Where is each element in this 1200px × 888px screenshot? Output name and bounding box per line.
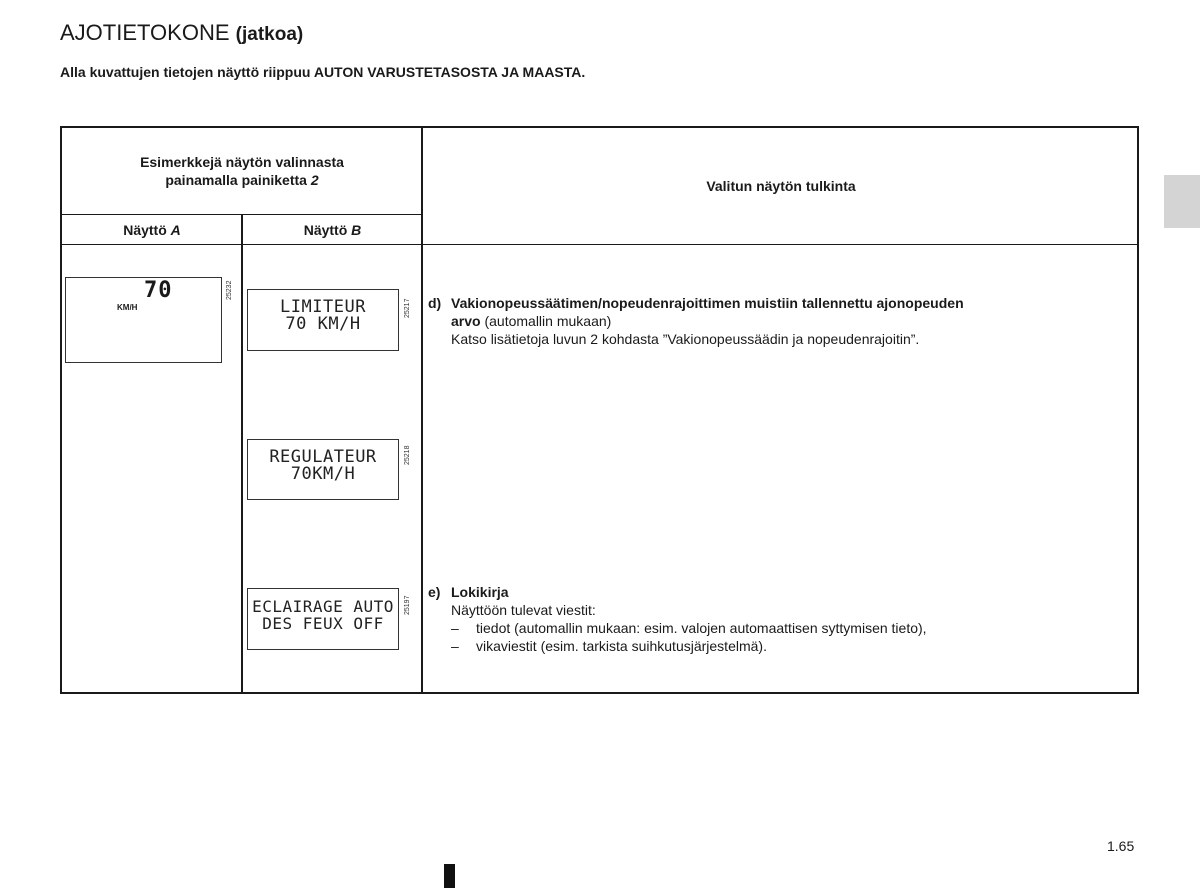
- display-b-lighting-line2: DES FEUX OFF: [262, 614, 384, 633]
- display-b-regulator-line2: 70KM/H: [290, 464, 356, 484]
- image-code-b1: 25217: [404, 298, 411, 318]
- image-code-a1: 25232: [226, 280, 233, 300]
- item-d-title2: arvo: [451, 313, 481, 329]
- list-item: [451, 637, 1111, 655]
- item-d-note: (automallin mukaan): [480, 313, 612, 329]
- item-d-title-line2: [451, 312, 1111, 330]
- header-display-a-letter: A: [170, 221, 181, 238]
- list-item: [451, 619, 1111, 637]
- header-display-b: [243, 215, 422, 244]
- header-divider-main: [62, 244, 1139, 245]
- page-title: [60, 20, 303, 46]
- list-dash: –: [451, 620, 459, 636]
- display-b-limiter-screen: [247, 289, 399, 351]
- display-a-speed-unit: KM/H: [117, 303, 138, 312]
- section-tab-marker: [1164, 175, 1200, 228]
- item-e-text: Näyttöön tulevat viestit:: [451, 602, 596, 618]
- item-e-letter: e): [428, 584, 441, 600]
- page-edge-marker: [444, 864, 455, 888]
- display-a-speed-value: 70: [144, 278, 173, 303]
- image-code-b3: 25197: [404, 595, 411, 615]
- page-subtitle: Alla kuvattujen tietojen näyttö riippuu AUTON VARUSTETASOSTA JA MAASTA.: [60, 64, 586, 80]
- item-d-text: Katso lisätietoja luvun 2 kohdasta ”Vakionopeussäädin ja nopeudenrajoitin”.: [451, 331, 920, 347]
- header-examples-line1: Esimerkkejä näytön valinnasta: [140, 154, 344, 170]
- title-main: AJOTIETOKONE: [60, 20, 230, 45]
- item-d-body: [451, 294, 1111, 348]
- header-examples-prefix: painamalla painiketta: [165, 172, 311, 188]
- display-b-lighting-line1: ECLAIRAGE AUTO: [252, 597, 394, 616]
- item-e-bullet-2: vikaviestit (esim. tarkista suihkutusjärjestelmä).: [476, 638, 767, 654]
- item-e-bullet-1: tiedot (automallin mukaan: esim. valojen automaattisen syttymisen tieto),: [476, 620, 927, 636]
- header-interpretation: Valitun näytön tulkinta: [706, 178, 856, 194]
- item-e: [428, 583, 1133, 663]
- display-b-regulator-screen: [247, 439, 399, 500]
- display-b-lighting-screen: [247, 588, 399, 650]
- image-code-b2: 25218: [404, 445, 411, 465]
- info-table: [60, 126, 1139, 694]
- display-b-limiter-line1: LIMITEUR: [280, 297, 366, 317]
- header-examples-line2: [140, 171, 344, 189]
- header-display-b-label: Näyttö: [303, 221, 348, 238]
- item-e-title: Lokikirja: [451, 584, 509, 600]
- display-b-limiter-line2: 70 KM/H: [285, 314, 361, 334]
- col-divider-ab: [241, 214, 243, 694]
- item-e-body: [451, 583, 1111, 655]
- title-suffix: (jatkoa): [235, 24, 304, 45]
- item-d: [428, 294, 1133, 354]
- header-display-a: [62, 215, 242, 244]
- list-dash: –: [451, 638, 459, 654]
- header-display-a-label: Näyttö: [123, 221, 167, 238]
- page-number: 1.65: [1107, 838, 1135, 854]
- item-d-letter: d): [428, 295, 442, 311]
- display-b-regulator-line1: REGULATEUR: [269, 447, 377, 467]
- item-d-title: Vakionopeussäätimen/nopeudenrajoittimen muistiin tallennettu ajonopeuden: [451, 295, 964, 311]
- header-examples-button-number: 2: [310, 172, 319, 188]
- display-a-speed-screen: [65, 277, 222, 363]
- header-display-b-letter: B: [351, 221, 362, 238]
- header-examples: [62, 128, 422, 214]
